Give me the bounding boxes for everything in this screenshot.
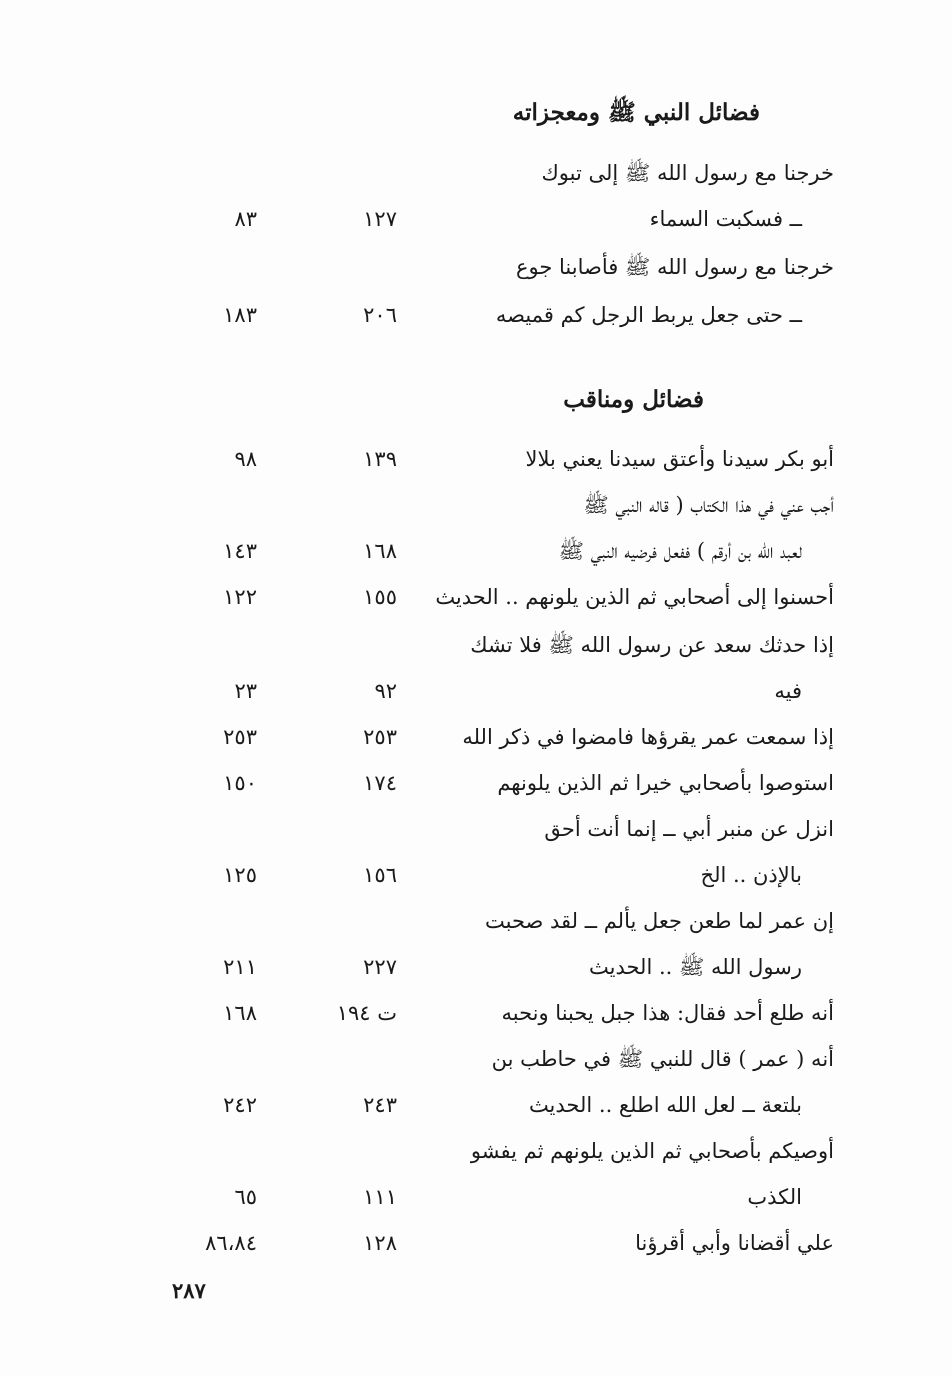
entry-text: فيه <box>774 679 802 703</box>
entry-page-ref: ١٦٨ <box>223 1001 257 1025</box>
index-entry <box>0 528 952 574</box>
index-entry <box>0 150 952 196</box>
index-entry <box>0 806 952 852</box>
entry-text: علي أقضانا وأبي أقرؤنا <box>635 1231 834 1255</box>
index-entry <box>0 1128 952 1174</box>
entry-page-ref: ١٥٠ <box>223 771 257 795</box>
index-entry <box>0 990 952 1036</box>
entry-volume-ref: ١٥٦ <box>363 863 397 887</box>
index-entry <box>0 1174 952 1220</box>
entry-text: بلتعة ــ لعل الله اطلع .. الحديث <box>528 1093 802 1117</box>
entry-text: إذا سمعت عمر يقرؤها فامضوا في ذكر الله <box>462 725 834 749</box>
entry-page-ref: ١٨٣ <box>223 303 257 327</box>
entry-text: بالإذن .. الخ <box>700 863 802 887</box>
section-heading: فضائل النبي ﷺ ومعجزاته <box>512 99 760 126</box>
index-entry <box>0 292 952 338</box>
index-entry <box>0 1036 952 1082</box>
index-entry <box>0 196 952 242</box>
entry-volume-ref: ١٣٩ <box>363 447 397 471</box>
entry-text: رسول الله ﷺ .. الحديث <box>589 955 802 979</box>
index-entry <box>0 1220 952 1266</box>
entry-text: أوصيكم بأصحابي ثم الذين يلونهم ثم يفشو <box>470 1139 834 1163</box>
entry-text: الكذب <box>747 1185 802 1209</box>
index-entry <box>0 1082 952 1128</box>
entry-volume-ref: ١٥٥ <box>363 585 397 609</box>
index-entry <box>0 714 952 760</box>
index-entry <box>0 668 952 714</box>
entry-text: أحسنوا إلى أصحابي ثم الذين يلونهم .. الحديث <box>435 585 834 609</box>
entry-text: أنه طلع أحد فقال: هذا جبل يحبنا ونحبه <box>501 1001 834 1025</box>
entry-text: خرجنا مع رسول الله ﷺ إلى تبوك <box>541 161 834 185</box>
entry-volume-ref: ١٢٨ <box>363 1231 397 1255</box>
entry-text: ــ فسكبت السماء <box>649 207 802 231</box>
entry-page-ref: ٦٥ <box>234 1185 257 1209</box>
entry-page-ref: ٨٣ <box>234 207 257 231</box>
entry-page-ref: ٢١١ <box>223 955 257 979</box>
entry-text: أبو بكر سيدنا وأعتق سيدنا يعني بلالا <box>525 447 834 471</box>
entry-page-ref: ٢٤٢ <box>223 1093 257 1117</box>
entry-page-ref: ٩٨ <box>234 447 257 471</box>
entry-text: أنه ( عمر ) قال للنبي ﷺ في حاطب بن <box>491 1047 834 1071</box>
index-entry <box>0 482 952 528</box>
entry-page-ref: ٨٦،٨٤ <box>205 1231 257 1255</box>
entry-volume-ref: ١٦٨ <box>363 539 397 563</box>
page-number: ٢٨٧ <box>172 1278 206 1303</box>
section-heading: فضائل ومناقب <box>563 386 704 413</box>
entry-page-ref: ٢٥٣ <box>223 725 257 749</box>
entry-volume-ref: ٢٥٣ <box>363 725 397 749</box>
index-entry <box>0 760 952 806</box>
entry-page-ref: ١٤٣ <box>223 539 257 563</box>
entry-text: استوصوا بأصحابي خيرا ثم الذين يلونهم <box>497 771 834 795</box>
index-entry <box>0 244 952 290</box>
entry-volume-ref: ٩٢ <box>374 679 397 703</box>
index-entry <box>0 574 952 620</box>
entry-text: لعبد الله بن أرقم ) ففعل فرضيه النبي ﷺ <box>558 539 802 563</box>
index-entry <box>0 852 952 898</box>
entry-volume-ref: ١٢٧ <box>363 207 397 231</box>
entry-text: إن عمر لما طعن جعل يألم ــ لقد صحبت <box>484 909 834 933</box>
entry-text: خرجنا مع رسول الله ﷺ فأصابنا جوع <box>515 255 834 279</box>
index-entry <box>0 944 952 990</box>
entry-text: إذا حدثك سعد عن رسول الله ﷺ فلا تشك <box>470 633 834 657</box>
index-entry <box>0 436 952 482</box>
entry-volume-ref: ١٧٤ <box>363 771 397 795</box>
entry-volume-ref: ٢٤٣ <box>363 1093 397 1117</box>
index-entry <box>0 898 952 944</box>
entry-page-ref: ١٢٥ <box>223 863 257 887</box>
entry-page-ref: ١٢٢ <box>223 585 257 609</box>
entry-text: ــ حتى جعل يربط الرجل كم قميصه <box>495 303 802 327</box>
index-entry <box>0 622 952 668</box>
entry-volume-ref: ت ١٩٤ <box>336 1001 397 1025</box>
entry-text: أجب عني في هذا الكتاب ( قاله النبي ﷺ <box>583 493 834 517</box>
entry-volume-ref: ٢٠٦ <box>363 303 397 327</box>
entry-volume-ref: ٢٢٧ <box>363 955 397 979</box>
entry-page-ref: ٢٣ <box>234 679 257 703</box>
entry-text: انزل عن منبر أبي ــ إنما أنت أحق <box>544 817 834 841</box>
entry-volume-ref: ١١١ <box>363 1185 397 1209</box>
